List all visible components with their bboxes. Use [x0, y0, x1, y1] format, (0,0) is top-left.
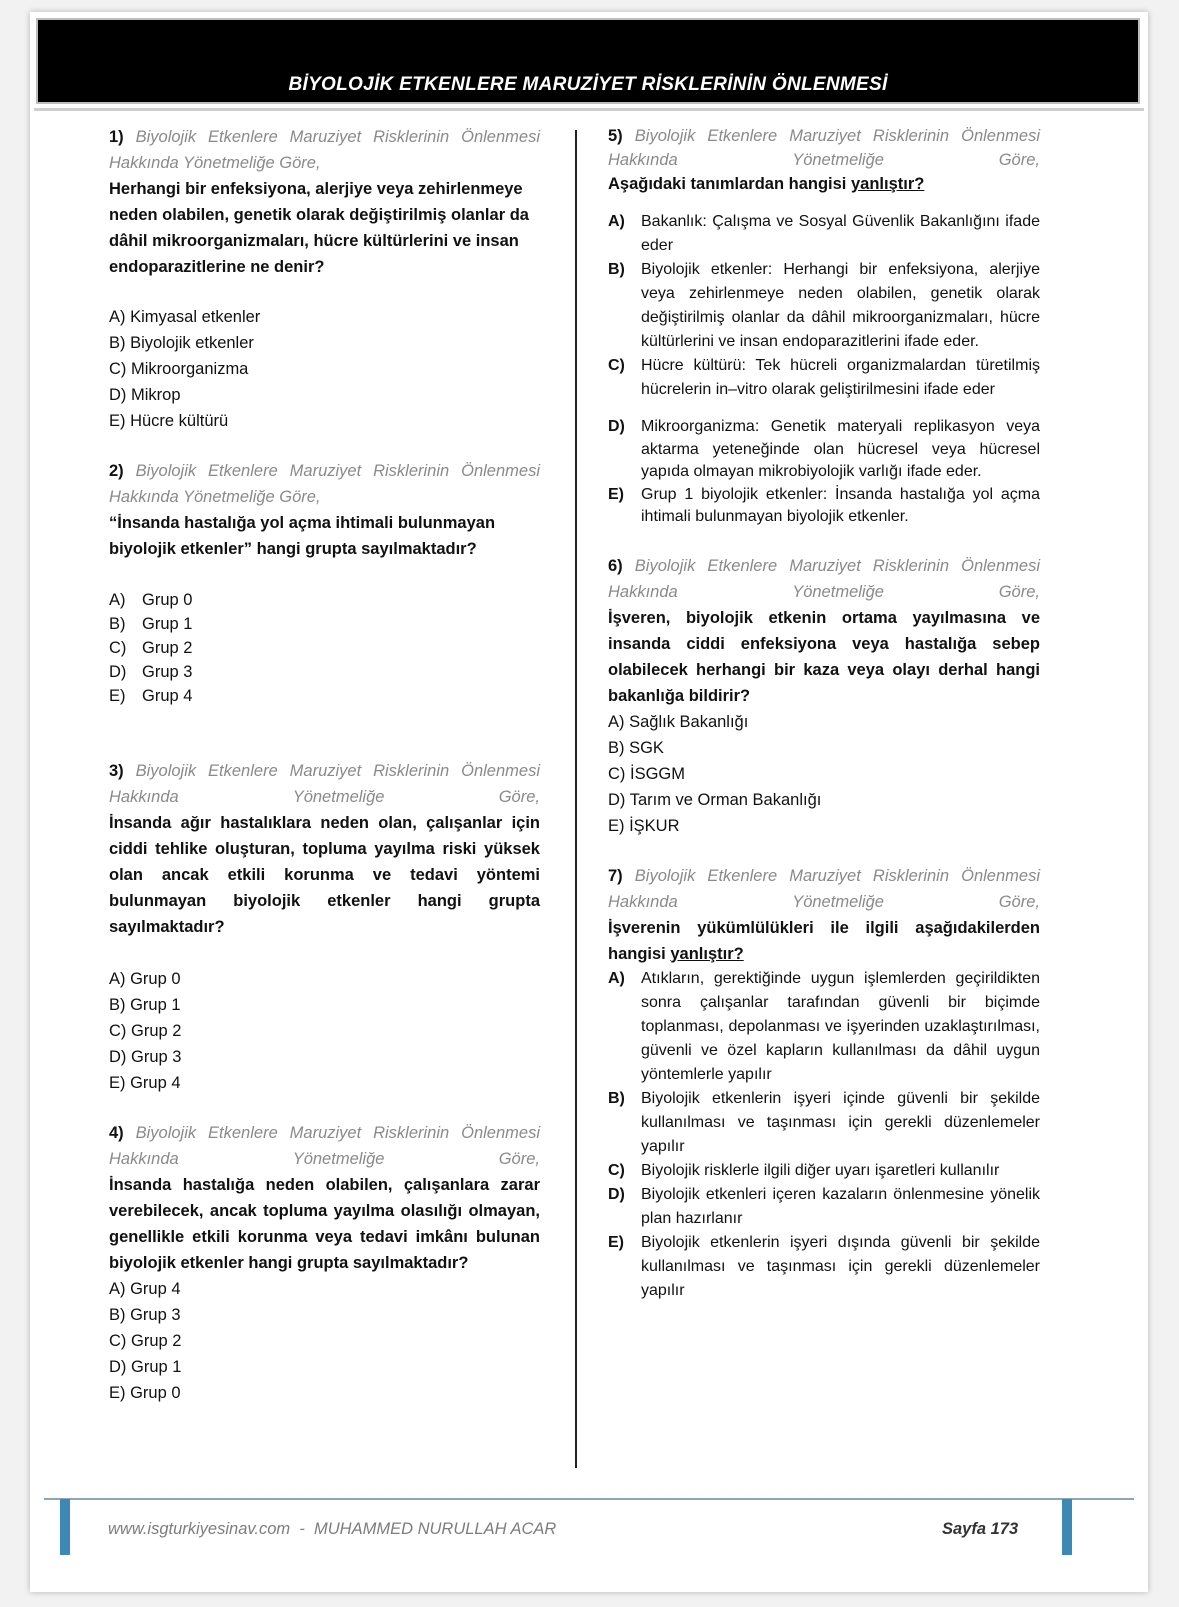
page-title: BİYOLOJİK ETKENLERE MARUZİYET RİSKLERİNİN ÖNLENMESİ: [288, 74, 888, 95]
option: E) İŞKUR: [608, 816, 680, 835]
right-column: [608, 124, 1040, 1303]
option: A) Atıkların, gerektiğinde uygun işlemlerden geçirildikten sonra çalışanlar tarafından güvenli bir biçimde toplanması, depolanması ve işyerinden uzaklaştırılması, güvenli ve özel kapların kullanılması da dâhil uygun yöntemlerle yapılır: [608, 969, 1040, 1083]
question-intro: 2) Biyolojik Etkenlere Maruziyet Risklerinin Önlenmesi: [109, 462, 540, 480]
question-text: İşveren, biyolojik etkenin ortama yayılmasına ve insanda ciddi enfeksiyona veya hastalığa sebep olabilecek herhangi bir kaza veya olayı derhal hangi bakanlığa bildirir?: [608, 608, 1040, 705]
left-column: [109, 124, 540, 1406]
footer-accent-right: [1062, 1499, 1072, 1555]
page: [30, 12, 1148, 1592]
question-text: “İnsanda hastalığa yol açma ihtimali bulunmayan biyolojik etkenler” hangi grupta sayılmaktadır?: [109, 514, 496, 558]
question-text: Aşağıdaki tanımlardan hangisi yanlıştır?: [608, 175, 925, 193]
option: C) Grup 2: [109, 639, 193, 657]
option: B) SGK: [608, 738, 664, 757]
option: A) Sağlık Bakanlığı: [608, 712, 749, 731]
question-intro: 3) Biyolojik Etkenlere Maruziyet Risklerinin Önlenmesi: [109, 762, 540, 780]
option: C) İSGGM: [608, 764, 685, 783]
option: C) Hücre kültürü: Tek hücreli organizmalardan türetilmiş hücrelerin in–vitro olarak geliştirilmesini ifade eder: [608, 357, 1040, 398]
option: D) Tarım ve Orman Bakanlığı: [608, 790, 822, 809]
option: C) Grup 2: [109, 1332, 182, 1350]
header-banner: [36, 18, 1140, 104]
question-text: Herhangi bir enfeksiyona, alerjiye veya zehirlenmeye neden olabilen, genetik olarak değiştirilmiş olanlar da dâhil mikroorganizmaları, hücre kültürlerini ve insan endoparazitlerine ne denir?: [109, 180, 529, 276]
question-intro-2: Hakkında Yönetmeliğe Göre,: [109, 1150, 540, 1168]
option: D) Grup 1: [109, 1358, 182, 1376]
question-intro-2: Hakkında Yönetmeliğe Göre,: [109, 788, 540, 806]
option: E) Biyolojik etkenlerin işyeri dışında güvenli bir şekilde kullanılması ve taşınması için gerekli düzenlemeler yapılır: [608, 1233, 1040, 1299]
question-intro: 4) Biyolojik Etkenlere Maruziyet Risklerinin Önlenmesi: [109, 1124, 540, 1142]
option: B) Grup 1: [109, 996, 181, 1014]
page-number: Sayfa 173: [942, 1520, 1019, 1538]
option: A) Kimyasal etkenler: [109, 308, 261, 326]
question-intro-2: Hakkında Yönetmeliğe Göre,: [109, 154, 321, 172]
option: E) Hücre kültürü: [109, 412, 229, 430]
option: A) Grup 0: [109, 970, 181, 988]
option: A) Bakanlık: Çalışma ve Sosyal Güvenlik Bakanlığını ifade eder: [608, 213, 1040, 254]
option: E) Grup 0: [109, 1384, 181, 1402]
option: D) Grup 3: [109, 1048, 182, 1066]
question-intro: 7) Biyolojik Etkenlere Maruziyet Risklerinin Önlenmesi: [608, 866, 1040, 885]
option: D) Biyolojik etkenleri içeren kazaların önlenmesine yönelik plan hazırlanır: [608, 1185, 1040, 1227]
option: B) Biyolojik etkenlerin işyeri içinde güvenli bir şekilde kullanılması ve taşınması için gerekli düzenlemeler yapılır: [608, 1089, 1040, 1155]
option: E) Grup 4: [109, 1074, 181, 1092]
question-intro-2: Hakkında Yönetmeliğe Göre,: [608, 892, 1040, 911]
option: E) Grup 4: [109, 687, 193, 705]
option: D) Mikroorganizma: Genetik materyali replikasyon veya aktarma yeteneğinde olan hücresel veya hücresel yapıda olmayan mikrobiyolojik varlığı ifade eder.: [608, 418, 1040, 480]
question-intro-2: Hakkında Yönetmeliğe Göre,: [109, 488, 321, 506]
option: D) Grup 3: [109, 663, 193, 681]
question-intro: 5) Biyolojik Etkenlere Maruziyet Risklerinin Önlenmesi: [608, 127, 1040, 145]
question-intro-2: Hakkında Yönetmeliğe Göre,: [608, 151, 1040, 169]
question-5: [608, 124, 1040, 529]
question-text: İnsanda hastalığa neden olabilen, çalışanlara zarar verebilecek, ancak topluma yayılma olasılığı olmayan, genellikle etkili korunma veya tedavi imkânı bulunan biyolojik etkenler hangi grupta sayılmaktadır?: [109, 1176, 540, 1272]
question-intro: 6) Biyolojik Etkenlere Maruziyet Risklerinin Önlenmesi: [608, 556, 1040, 575]
option: E) Grup 1 biyolojik etkenler: İnsanda hastalığa yol açma ihtimali bulunmayan biyolojik etkenler.: [608, 485, 1040, 525]
question-text: İnsanda ağır hastalıklara neden olan, çalışanlar için ciddi tehlike oluşturan, topluma yayılma riski yüksek olan ancak etkili korunma ve tedavi yöntemi bulunmayan biyolojik etkenler hangi grupta sayılmaktadır?: [109, 814, 540, 936]
option: C) Mikroorganizma: [109, 360, 249, 378]
footer-website: www.isgturkiyesinav.com - MUHAMMED NURULLAH ACAR: [108, 1520, 557, 1538]
option: A) Grup 0: [109, 591, 193, 609]
question-2: [109, 458, 540, 708]
option: B) Biyolojik etkenler: Herhangi bir enfeksiyona, alerjiye veya zehirlenmeye neden olabilen, genetik olarak değiştirilmiş olanlar da dâhil mikroorganizmaları, hücre kültürlerini ve insan endoparazitlerini ifade eder.: [608, 261, 1040, 350]
footer-divider: [44, 1498, 1134, 1500]
question-3: [109, 758, 540, 1096]
question-4: [109, 1120, 540, 1406]
question-text: İşverenin yükümlülükleri ile ilgili aşağıdakilerden hangisi yanlıştır?: [608, 918, 1040, 963]
option: C) Biyolojik risklerle ilgili diğer uyarı işaretleri kullanılır: [608, 1161, 1000, 1179]
option: C) Grup 2: [109, 1022, 182, 1040]
question-intro-2: Hakkında Yönetmeliğe Göre,: [608, 582, 1040, 601]
question-7: [608, 863, 1040, 1303]
column-divider: [575, 130, 577, 1468]
question-intro: 1) Biyolojik Etkenlere Maruziyet Risklerinin Önlenmesi: [109, 128, 540, 146]
option: B) Grup 1: [109, 615, 193, 633]
option: D) Mikrop: [109, 386, 181, 404]
question-6: [608, 553, 1040, 839]
footer-accent-left: [60, 1499, 70, 1555]
option: A) Grup 4: [109, 1280, 181, 1298]
option: B) Grup 3: [109, 1306, 181, 1324]
question-1: [109, 124, 540, 434]
header-divider: [34, 108, 1144, 111]
option: B) Biyolojik etkenler: [109, 334, 254, 352]
